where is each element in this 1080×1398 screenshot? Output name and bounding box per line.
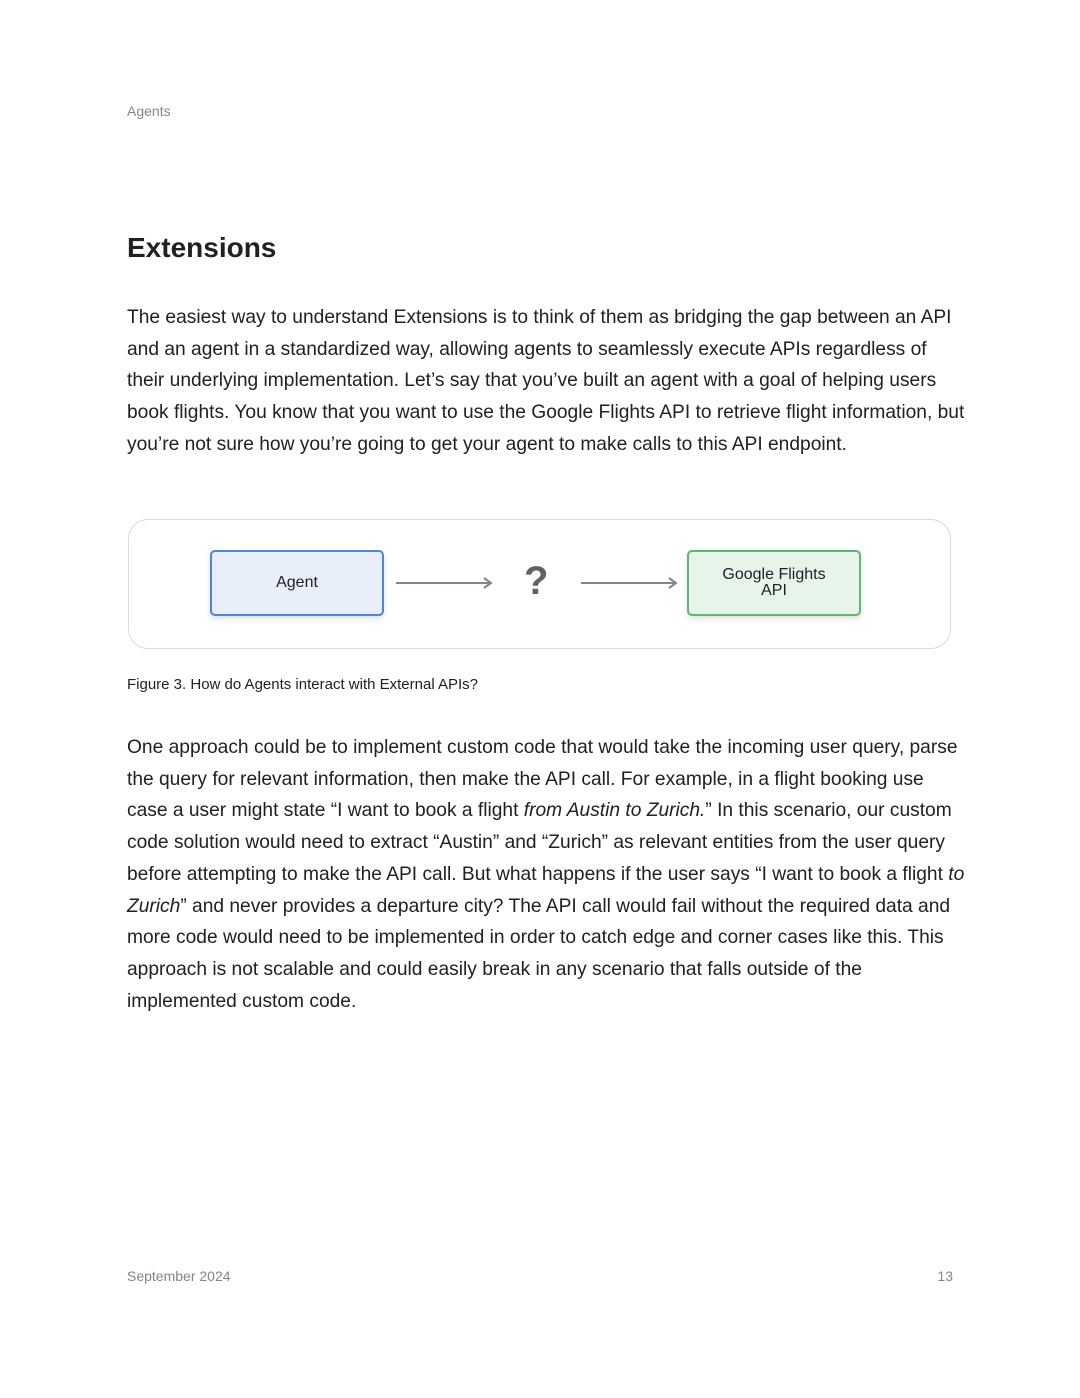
text-run: One approach could be to implement custom code that would take the incoming user query, parse the query for relevant information, then make the API call. For example, in a flight booking use case a user might state “I want to book a flight <box>127 737 958 822</box>
running-header: Agents <box>127 103 171 119</box>
intro-paragraph: The easiest way to understand Extensions is to think of them as bridging the gap between an API and an agent in a standardized way, allowing agents to seamlessly execute APIs regardless of their underlying implementation. Let’s say that you’ve built an agent with a goal of helping users book flights. You know that you want to use the Google Flights API to retrieve flight information, but you’re not sure how you’re going to get your agent to make calls to this API endpoint. <box>127 307 965 455</box>
body-paragraph <box>127 732 967 1017</box>
text-run: ” In this scenario, our custom code solution would need to extract “Austin” and “Zurich” as relevant entities from the user query before attempting to make the API call. But what happens if the user says “I want to book a flight <box>127 800 952 885</box>
text-run: ” and never provides a departure city? The API call would fail without the required data and more code would need to be implemented in order to catch edge and corner cases like this. This approach is not scalable and could easily break in any scenario that falls outside of the implemented custom code. <box>127 895 951 1012</box>
google-flights-api-node <box>687 550 861 616</box>
arrow-right-icon <box>396 576 496 590</box>
api-node-label-line1: Google Flights <box>722 566 826 583</box>
agent-node-label: Agent <box>276 574 318 591</box>
page-number: 13 <box>937 1268 953 1284</box>
footer-date: September 2024 <box>127 1268 231 1284</box>
question-mark-icon: ? <box>524 559 549 603</box>
figure-caption: Figure 3. How do Agents interact with External APIs? <box>127 676 479 693</box>
api-node-label-line2: API <box>761 582 787 599</box>
section-title: Extensions <box>127 232 277 263</box>
italic-text: to Zurich <box>127 863 965 917</box>
arrow-right-icon <box>581 576 681 590</box>
figure-diagram <box>128 519 951 649</box>
agent-node <box>210 550 384 616</box>
italic-text: from Austin to Zurich. <box>523 800 706 822</box>
